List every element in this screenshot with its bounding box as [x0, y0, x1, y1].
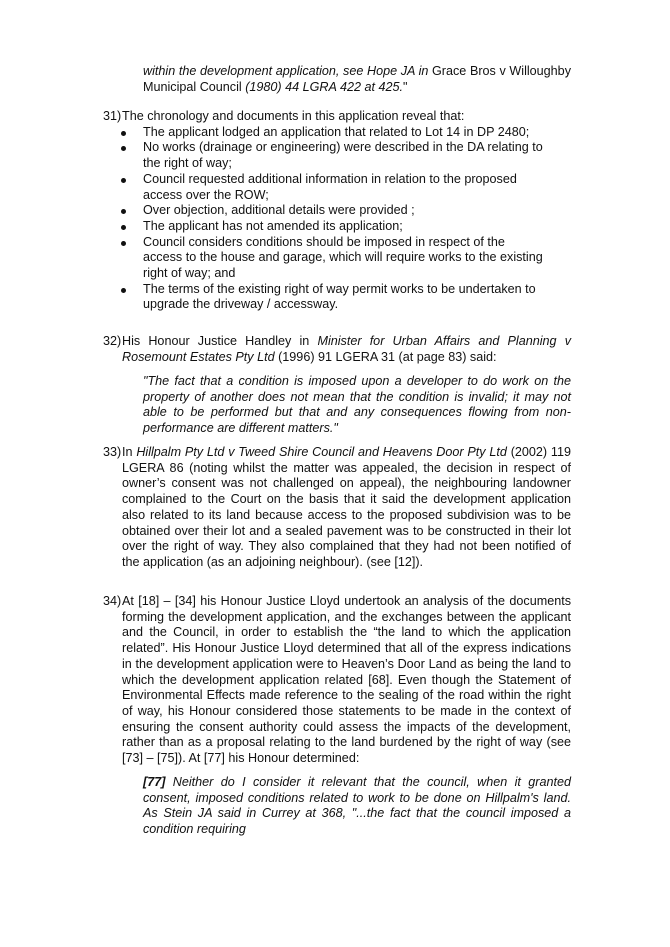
list-item-text: Council requested additional information in relation to the proposed access over the ROW; [143, 171, 517, 202]
list-item [113, 125, 543, 141]
paragraph-31 [103, 109, 573, 313]
paragraph-33 [103, 445, 571, 571]
paragraph-34 [103, 594, 571, 767]
paragraph-number: 32) [103, 334, 122, 348]
bullet-list [113, 125, 543, 313]
list-item-text: The applicant lodged an application that related to Lot 14 in DP 2480; [143, 124, 530, 139]
list-item-text: No works (drainage or engineering) were described in the DA relating to the right of way; [143, 140, 543, 171]
case-name: Minister for Urban Affairs and Planning v Rosemount Estates Pty Ltd [122, 334, 571, 364]
paragraph-text: (1996) 91 LGERA 31 (at page 83) said: [274, 349, 497, 364]
list-item [113, 235, 543, 282]
quote-text: Neither do I consider it relevant that the council, when it granted consent, imposed conditions related to work to be done on Hillpalm's land. As Stein JA said in Currey at 368, "...the fact that the council imposed a condition requiring [143, 775, 571, 837]
list-item-text: The terms of the existing right of way permit works to be undertaken to upgrade the driveway / accessway. [143, 281, 536, 312]
list-item [113, 172, 543, 203]
bullet-icon [121, 288, 126, 293]
paragraph-intro: The chronology and documents in this application reveal that: [122, 109, 465, 123]
continued-quote [143, 64, 571, 95]
list-item [113, 282, 543, 313]
list-item [113, 140, 543, 171]
list-item-text: The applicant has not amended its application; [143, 218, 403, 233]
bullet-icon [121, 241, 126, 246]
case-name: Hillpalm Pty Ltd v Tweed Shire Council and Heavens Door Pty Ltd [136, 445, 507, 459]
list-item [113, 203, 543, 219]
list-item-text: Council considers conditions should be imposed in respect of the access to the house and garage, which will require works to the existing right of way; and [143, 234, 543, 281]
paragraph-text: His Honour Justice Handley in [122, 334, 318, 348]
closing-quote-mark: " [402, 79, 408, 94]
paragraph-number: 34) [103, 594, 122, 608]
block-quote: "The fact that a condition is imposed upon a developer to do work on the property of another does not mean that the condition is invalid; it may not able to be performed but that and any consequences flowing from non-performance are different matters." [143, 374, 571, 436]
paragraph-number: 33) [103, 445, 122, 459]
paragraph-number: 31) [103, 109, 122, 123]
bullet-icon [121, 131, 126, 136]
quote-text: within the development application, see Hope JA in [143, 64, 433, 78]
list-item [113, 219, 543, 235]
bullet-icon [121, 178, 126, 183]
paragraph-text: In [122, 445, 137, 459]
paragraph-reference: [77] [143, 775, 166, 789]
paragraph-text: At [18] – [34] his Honour Justice Lloyd undertook an analysis of the documents forming the development application, and the exchanges between the applicant and the Council, in order to establish the “the land to which the application related”. His Honour Justice Lloyd determined that all of the express indications in the development application were to Heaven’s Door Land as being the land to which the development application related [68]. Even though the Statement of Environmental Effects made reference to the sealing of the road within the right of way, his Honour considered those statements to be made in the context of ensuring the consent authority could assess the impacts of the development, rather than as a proposal relating to the land burdened by the right of way (see [73] – [75]). At [77] his Honour determined: [122, 594, 571, 766]
citation: (1980) 44 LGRA 422 at 425. [241, 79, 403, 94]
bullet-icon [121, 209, 126, 214]
paragraph-text: (2002) 119 LGERA 86 (noting whilst the matter was appealed, the decision in respect of owner’s consent was not challenged on appeal), the neighbouring landowner complained to the Court on the basis that it said the development application also related to its land because access to the proposed subdivision was to be obtained over their lot and a sealed pavement was to be constructed in their lot over the right of way. They also complained that they had not been notified of the application (as an adjoining neighbour). (see [12]). [122, 445, 571, 569]
paragraph-32 [103, 334, 571, 365]
bullet-icon [121, 225, 126, 230]
bullet-icon [121, 146, 126, 151]
case-name: Grace Bros v Willoughby Municipal Council [143, 64, 571, 94]
block-quote [143, 775, 571, 838]
list-item-text: Over objection, additional details were provided ; [143, 203, 415, 218]
